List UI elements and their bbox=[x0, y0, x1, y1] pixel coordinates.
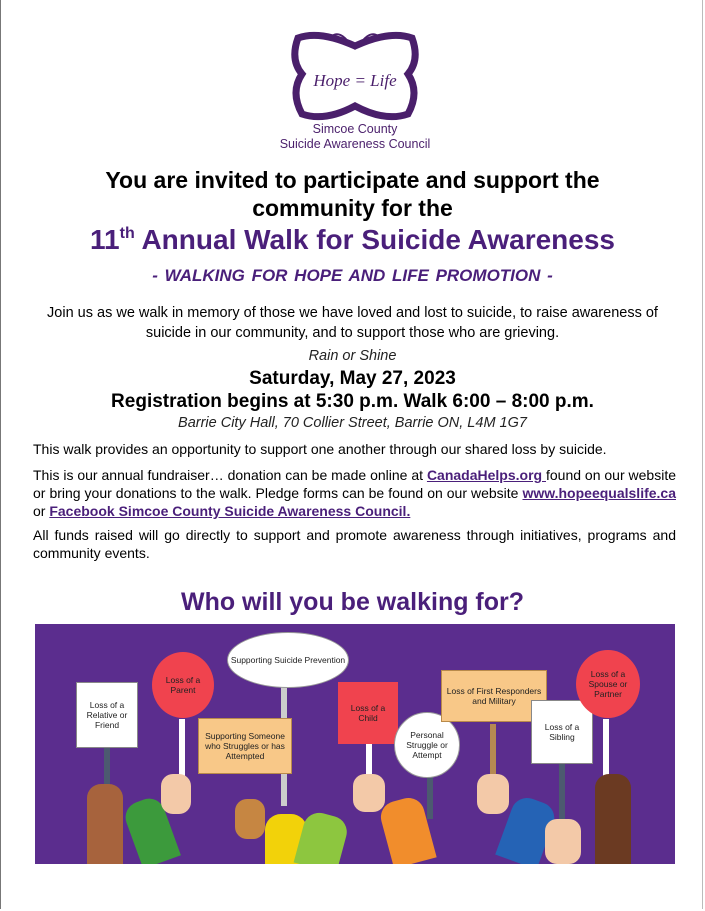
logo bbox=[270, 30, 440, 155]
title-suffix: th bbox=[119, 225, 135, 242]
event-location: Barrie City Hall, 70 Collier Street, Barrie ON, L4M 1G7 bbox=[178, 415, 527, 431]
paragraph-funds: All funds raised will go directly to support and promote awareness through initiatives, programs and community events. bbox=[33, 527, 676, 561]
paragraph-support: This walk provides an opportunity to support one another through our shared loss by suicide. bbox=[33, 441, 607, 457]
invite-line1: You are invited to participate and support the bbox=[105, 167, 600, 193]
sign-spouse: Loss of a Spouse or Partner bbox=[576, 650, 640, 718]
arm-shape bbox=[87, 784, 123, 864]
event-title bbox=[0, 224, 705, 256]
sign-supporting-prevention: Supporting Suicide Prevention bbox=[227, 632, 349, 688]
event-date: Saturday, May 27, 2023 bbox=[249, 368, 456, 389]
sign-child: Loss of a Child bbox=[338, 682, 398, 744]
sign-sibling: Loss of a Sibling bbox=[531, 700, 593, 764]
registration-time: Registration begins at 5:30 p.m. Walk 6:00 – 8:00 p.m. bbox=[111, 391, 594, 412]
sign-stick bbox=[559, 764, 565, 824]
hand-shape bbox=[161, 774, 191, 814]
facebook-link[interactable]: Facebook Simcoe County Suicide Awareness Council. bbox=[49, 503, 411, 519]
title-number: 11 bbox=[90, 224, 120, 255]
sign-personal: Personal Struggle or Attempt bbox=[394, 712, 460, 778]
title-rest: Annual Walk for Suicide Awareness bbox=[134, 224, 615, 255]
event-subtitle: - WALKING FOR HOPE AND LIFE PROMOTION - bbox=[152, 266, 553, 285]
who-heading: Who will you be walking for? bbox=[180, 588, 525, 616]
sign-supporting-someone: Supporting Someone who Struggles or has Attempted bbox=[198, 718, 292, 774]
signs-illustration bbox=[35, 624, 675, 864]
intro-text: Join us as we walk in memory of those we have loved and lost to suicide, to raise awareness of suicide in our community, and to support those who are grieving. bbox=[47, 305, 658, 341]
arm-shape bbox=[595, 774, 631, 864]
hand-shape bbox=[477, 774, 509, 814]
logo-text: Hope = Life bbox=[313, 71, 397, 90]
invite-line2: community for the bbox=[252, 195, 453, 221]
org-name-line2: Suicide Awareness Council bbox=[279, 137, 431, 151]
invite-heading bbox=[0, 166, 705, 222]
sign-responders: Loss of First Responders and Military bbox=[441, 670, 547, 722]
paragraph-fundraiser bbox=[33, 466, 676, 520]
fundraiser-text-c: or bbox=[33, 503, 50, 519]
sign-parent: Loss of a Parent bbox=[152, 652, 214, 718]
butterfly-logo-icon bbox=[280, 30, 430, 122]
fundraiser-text-a: This is our annual fundraiser… donation can be made online at bbox=[33, 467, 427, 483]
sign-stick bbox=[427, 774, 433, 819]
canadahelps-link[interactable]: CanadaHelps.org bbox=[426, 467, 546, 483]
website-link[interactable]: www.hopeequalslife.ca bbox=[522, 485, 676, 501]
fundraiser-text-b: found on our website or bring your donations to the walk. Pledge forms can be found on our website bbox=[33, 467, 676, 501]
sign-relative: Loss of a Relative or Friend bbox=[76, 682, 138, 748]
hand-shape bbox=[353, 774, 385, 812]
rain-or-shine: Rain or Shine bbox=[308, 348, 397, 364]
arm-shape bbox=[294, 809, 351, 864]
hand-shape bbox=[235, 799, 265, 839]
org-name-line1: Simcoe County bbox=[312, 122, 398, 136]
hand-shape bbox=[545, 819, 581, 864]
